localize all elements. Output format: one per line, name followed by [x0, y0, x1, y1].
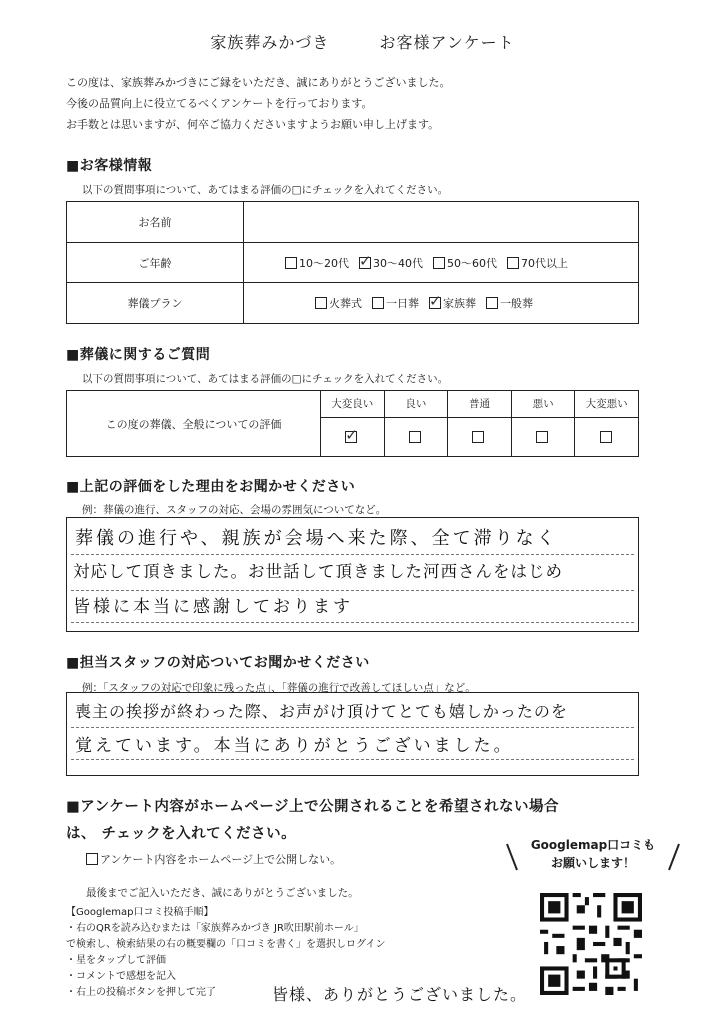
section-publish-title: ■アンケート内容がホームページ上で公開されることを希望されない場合 [66, 799, 560, 815]
publish-opt-out-label: アンケート内容をホームページ上で公開しない。 [100, 853, 342, 866]
section-reason-title: ■上記の評価をした理由をお聞かせください [66, 479, 356, 495]
checkbox[interactable] [507, 257, 519, 269]
customer-info-table [66, 201, 639, 324]
google-heading: 【Googlemap口コミ投稿手順】 [66, 907, 214, 918]
rating-checkbox-checked[interactable] [345, 426, 358, 444]
section-customer-info-note: 以下の質問事項について、あてはまる評価の□にチェックを入れてください。 [82, 184, 449, 196]
intro-line: 今後の品質向上に役立てるべくアンケートを行っております。 [66, 97, 373, 110]
bubble-line: Googlemap口コミも [530, 838, 656, 852]
rating-label: 悪い [512, 391, 575, 418]
handwritten-line: 皆様に本当に感謝しております [73, 597, 353, 617]
rating-label: 大変悪い [575, 391, 638, 418]
section-publish-title-line2: は、 チェックを入れてください。 [66, 826, 297, 842]
google-step: で検索し、検索結果の右の概要欄の「口コミを書く」を選択しログイン [66, 939, 386, 950]
section-funeral-note: 以下の質問事項について、あてはまる評価の□にチェックを入れてください。 [82, 373, 449, 385]
handwritten-line: 対応して頂きました。お世話して頂きました河西さんをはじめ [73, 562, 563, 581]
rating-checkbox[interactable] [536, 431, 548, 443]
checkbox[interactable] [285, 257, 297, 269]
rating-checkbox[interactable] [600, 431, 612, 443]
checkbox[interactable] [433, 257, 445, 269]
rating-label: 普通 [448, 391, 511, 418]
reason-answer-box[interactable] [66, 517, 639, 632]
age-label: ご年齢 [67, 243, 244, 283]
age-option[interactable]: ✓ 30～40代 [359, 252, 423, 270]
checkbox-checked[interactable] [429, 292, 442, 310]
company-name: 家族葬みかづき [210, 33, 330, 52]
intro-line: お手数とは思いますが、何卒ご協力くださいますようお願い申し上げます。 [66, 118, 440, 131]
rating-question: この度の葬儀、全般についての評価 [67, 391, 321, 456]
check-mark-icon: ✓ [345, 426, 358, 444]
plan-option[interactable]: ✓ 家族葬 [429, 292, 476, 310]
intro-line: この度は、家族葬みかづきにご縁をいただき、誠にありがとうございました。 [66, 76, 451, 89]
intro-text [66, 72, 451, 135]
age-options [245, 243, 638, 283]
age-option[interactable]: 50～60代 [433, 255, 497, 271]
rating-col [448, 391, 512, 456]
rating-label: 良い [385, 391, 448, 418]
review-bubble [503, 836, 683, 886]
rating-columns [321, 391, 638, 456]
handwritten-line: 覚えています。本当にありがとうございました。 [75, 736, 514, 756]
closing-text: 最後までご記入いただき、誠にありがとうございました。 [86, 887, 359, 899]
age-option[interactable]: 70代以上 [507, 255, 568, 271]
plan-option[interactable]: 一日葬 [372, 295, 419, 311]
rating-label: 大変良い [321, 391, 384, 418]
qr-code-icon [540, 893, 642, 995]
rating-col [385, 391, 449, 456]
checkbox[interactable] [486, 297, 498, 309]
check-mark-icon: ✓ [429, 292, 442, 310]
section-staff-title: ■担当スタッフの対応ついてお聞かせください [66, 655, 370, 671]
name-label: お名前 [67, 202, 244, 242]
plan-label: 葬儀プラン [67, 283, 244, 323]
handwritten-line: 喪主の挨拶が終わった際、お声がけ頂けてとても嬉しかったのを [75, 702, 568, 721]
checkbox[interactable] [372, 297, 384, 309]
handwritten-line: 葬儀の進行や、親族が会場へ来た際、全て滞りなく [75, 528, 558, 549]
page-title [0, 30, 725, 53]
checkbox[interactable] [86, 853, 98, 865]
plan-options [245, 283, 638, 323]
bubble-line: お願いします！ [550, 856, 635, 870]
rating-col [321, 391, 385, 456]
plan-option[interactable]: 一般葬 [486, 295, 533, 311]
handwritten-signoff: 皆様、ありがとうございました。 [272, 985, 528, 1004]
google-step: ・右のQRを読み込むまたは「家族葬みかづき JR吹田駅前ホール」 [66, 923, 364, 934]
google-step: ・コメントで感想を記入 [66, 971, 176, 982]
rating-col [512, 391, 576, 456]
qr-code[interactable] [540, 893, 642, 995]
plan-option[interactable]: 火葬式 [315, 295, 362, 311]
google-step: ・星をタップして評価 [66, 955, 166, 966]
section-customer-info-title: ■お客様情報 [66, 158, 153, 174]
rating-table [66, 390, 639, 457]
section-reason-note: 例：葬儀の進行、スタッフの対応、会場の雰囲気についてなど。 [82, 504, 387, 516]
name-field[interactable] [245, 202, 638, 242]
plan-row [67, 282, 638, 323]
section-staff-note: 例：「スタッフの対応で印象に残った点」、「葬儀の進行で改善してほしい点」など。 [82, 682, 476, 694]
age-row [67, 242, 638, 283]
rating-col [575, 391, 638, 456]
rating-checkbox[interactable] [409, 431, 421, 443]
publish-opt-out[interactable] [86, 851, 341, 867]
checkbox[interactable] [315, 297, 327, 309]
age-option[interactable]: 10～20代 [285, 255, 349, 271]
check-mark-icon: ✓ [359, 252, 372, 270]
survey-title: お客様アンケート [379, 33, 515, 52]
checkbox-checked[interactable] [359, 252, 372, 270]
name-row [67, 202, 638, 242]
rating-checkbox[interactable] [472, 431, 484, 443]
section-funeral-title: ■葬儀に関するご質問 [66, 347, 211, 363]
staff-answer-box[interactable] [66, 692, 639, 776]
google-step: ・右上の投稿ボタンを押して完了 [66, 987, 216, 998]
